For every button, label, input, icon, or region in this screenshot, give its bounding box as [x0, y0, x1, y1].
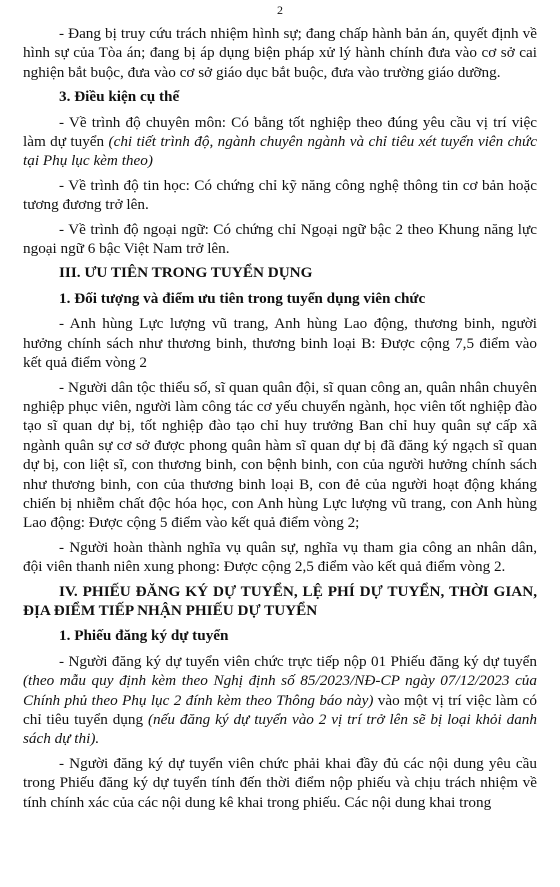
text-run: 1. Đối tượng và điểm ưu tiên trong tuyển dụng viên chức [59, 289, 426, 307]
text-run: III. ƯU TIÊN TRONG TUYỂN DỤNG [59, 264, 313, 282]
text-run: - Người dân tộc thiểu số, sĩ quan quân đội, sĩ quan công an, quân nhân chuyên nghiệp phục viên, người làm công tác cơ yếu chuyển ngành, học viên tốt nghiệp đào tạo sĩ quan dự bị, tốt nghiệp đào tạo chỉ huy trưởng Ban chỉ huy quân sự cấp xã ngành quân sự cơ sở được phong quân hàm sĩ quan dự bị đã đăng ký ngạch sĩ quan dự bị, con liệt sĩ, con thương binh, con bệnh binh, con của người hưởng chính sách như thương binh, con của thương binh loại B, con đẻ của người hoạt động kháng chiến bị nhiễm chất độc hóa học, con Anh hùng Lực lượng vũ trang, con Anh hùng Lao động: Được cộng 5 điểm vào kết quả điểm vòng 2; [23, 378, 537, 532]
text-run: vào một vị trí việc làm có chỉ tiêu tuyển dụng [23, 691, 537, 728]
text-run: - Về trình độ chuyên môn: Có bằng tốt nghiệp theo đúng yêu cầu vị trí việc làm dự tuyển [23, 113, 537, 151]
text-run: 3. Điều kiện cụ thể [59, 88, 180, 106]
section-heading-hIII [23, 263, 537, 282]
paragraph-p9 [23, 754, 537, 812]
text-run: (theo mẫu quy định kèm theo Nghị định số 85/2023/NĐ-CP ngày 07/12/2023 của Chính phủ theo Phụ lục 2 đính kèm theo Thông báo này) [23, 672, 537, 709]
text-run: (nếu đăng ký dự tuyển vào 2 vị trí trở lên sẽ bị loại khỏi danh sách dự thi). [23, 711, 537, 748]
text-run: - Anh hùng Lực lượng vũ trang, Anh hùng Lao động, thương binh, người hưởng chính sách như thương binh, thương binh loại B: Được cộng 7,5 điểm vào kết quả điểm vòng 2 [23, 315, 537, 372]
text-run: 1. Phiếu đăng ký dự tuyển [59, 627, 229, 645]
paragraph-p2 [23, 113, 537, 171]
text-run: - Người hoàn thành nghĩa vụ quân sự, nghĩa vụ tham gia công an nhân dân, đội viên thanh niên xung phong: Được cộng 2,5 điểm vào kết quả điểm vòng 2. [23, 538, 537, 576]
paragraph-p6 [23, 378, 537, 533]
paragraph-p7 [23, 538, 537, 577]
section-heading-h1a [23, 289, 537, 308]
text-run: - Người đăng ký dự tuyển viên chức trực tiếp nộp 01 Phiếu đăng ký dự tuyển [59, 652, 537, 670]
paragraph-p8 [23, 652, 537, 749]
document-body [23, 24, 537, 812]
text-run: IV. PHIẾU ĐĂNG KÝ DỰ TUYỂN, LỆ PHÍ DỰ TUYỂN, THỜI GIAN, ĐỊA ĐIỂM TIẾP NHẬN PHIẾU DỰ TUYỂN [23, 582, 537, 619]
text-run: (chi tiết trình độ, ngành chuyên ngành và chỉ tiêu xét tuyển viên chức tại Phụ lục kèm theo) [23, 133, 538, 170]
paragraph-p4 [23, 220, 537, 259]
page-number: 2 [277, 3, 283, 17]
text-run: - Đang bị truy cứu trách nhiệm hình sự; đang chấp hành bản án, quyết định về hình sự của Tòa án; đang bị áp dụng biện pháp xử lý hành chính đưa vào cơ sở cai nghiện bắt buộc, đưa vào cơ sở giáo dục bắt buộc, đưa vào trường giáo dưỡng. [23, 25, 537, 81]
section-heading-h1b [23, 626, 537, 645]
text-run: - Về trình độ tin học: Có chứng chỉ kỹ năng công nghệ thông tin cơ bản hoặc tương đương trở lên. [23, 176, 537, 214]
section-heading-hIV [23, 582, 537, 621]
text-run: - Về trình độ ngoại ngữ: Có chứng chỉ Ngoại ngữ bậc 2 theo Khung năng lực ngoại ngữ 6 bậc Việt Nam trở lên. [23, 220, 537, 258]
paragraph-p3 [23, 176, 537, 215]
paragraph-p1 [23, 24, 537, 82]
section-heading-h3 [23, 87, 537, 106]
paragraph-p5 [23, 314, 537, 372]
text-run: - Người đăng ký dự tuyển viên chức phải khai đầy đủ các nội dung yêu cầu trong Phiếu đăng ký dự tuyển tính đến thời điểm nộp phiếu và chịu trách nhiệm về tính chính xác của các nội dung kê khai trong phiếu. Các nội dung khai trong [23, 754, 537, 811]
